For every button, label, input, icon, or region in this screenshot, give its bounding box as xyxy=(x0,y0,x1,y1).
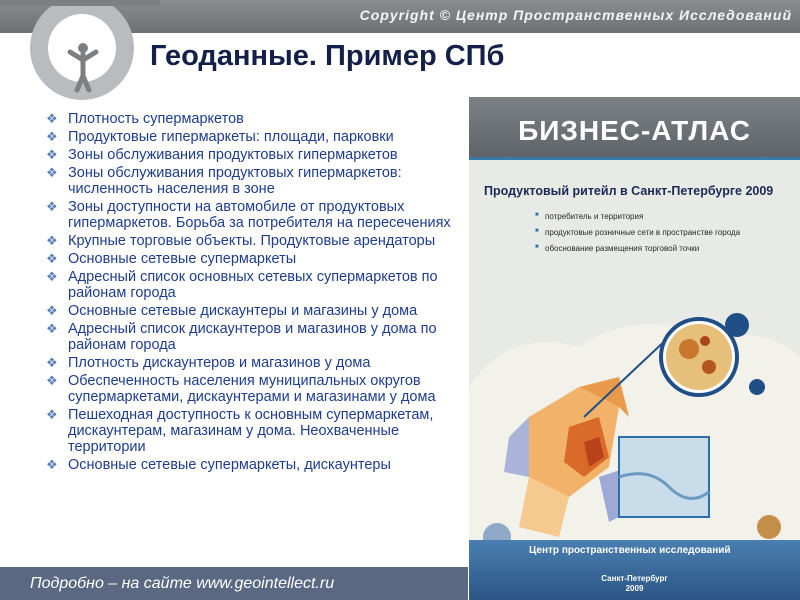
diamond-bullet-icon: ❖ xyxy=(46,165,58,180)
cover-organization: Центр пространственных исследований xyxy=(529,545,731,556)
footer-bar xyxy=(0,567,468,600)
diamond-bullet-icon: ❖ xyxy=(46,147,58,162)
cover-topic: ■ продуктовые розничные сети в пространстве города xyxy=(535,228,740,237)
diamond-bullet-icon: ❖ xyxy=(46,303,58,318)
diamond-bullet-icon: ❖ xyxy=(46,129,58,144)
list-item: ❖ Продуктовые гипермаркеты: площади, парковки xyxy=(46,129,394,145)
list-item: ❖ Зоны обслуживания продуктовых гипермаркетов: численность населения в зоне xyxy=(46,165,402,197)
cover-year: 2009 xyxy=(625,584,644,593)
diamond-bullet-icon: ❖ xyxy=(46,111,58,126)
diamond-bullet-icon: ❖ xyxy=(46,199,58,214)
diamond-bullet-icon: ❖ xyxy=(46,233,58,248)
diamond-bullet-icon: ❖ xyxy=(46,251,58,266)
diamond-bullet-icon: ❖ xyxy=(46,407,58,422)
diamond-bullet-icon: ❖ xyxy=(46,355,58,370)
cover-header xyxy=(469,97,800,160)
list-item: ❖ Основные сетевые дискаунтеры и магазины у дома xyxy=(46,303,418,319)
list-item: ❖ Основные сетевые супермаркеты xyxy=(46,251,297,267)
bullet-list xyxy=(44,111,464,475)
cover-topic-list xyxy=(535,212,740,260)
cover-subtitle: Продуктовый ритейл в Санкт-Петербурге 2009 xyxy=(484,184,774,198)
diamond-bullet-icon: ❖ xyxy=(46,321,58,336)
list-item: ❖ Крупные торговые объекты. Продуктовые арендаторы xyxy=(46,233,436,249)
list-item: ❖ Плотность дискаунтеров и магазинов у дома xyxy=(46,355,371,371)
copyright-text: Copyright © Центр Пространственных Исследований xyxy=(359,7,792,23)
list-item: ❖ Адресный список дискаунтеров и магазинов у дома по районам города xyxy=(46,321,437,353)
footer-link-text: Подробно – на сайте www.geointellect.ru xyxy=(30,575,335,592)
atlas-cover-image xyxy=(469,97,800,600)
cover-title: БИЗНЕС-АТЛАС xyxy=(518,115,751,146)
cover-topic: ■ потребитель и территория xyxy=(535,212,740,221)
city-map-illustration xyxy=(469,267,800,567)
list-item: ❖ Зоны доступности на автомобиле от продуктовых гипермаркетов. Борьба за потребителя на пересечениях xyxy=(46,199,451,231)
diamond-bullet-icon: ❖ xyxy=(46,457,58,472)
list-item: ❖ Адресный список основных сетевых супермаркетов по районам города xyxy=(46,269,438,301)
page-title: Геоданные. Пример СПб xyxy=(150,40,505,72)
cover-topic: ■ обоснование размещения торговой точки xyxy=(535,244,740,253)
list-item: ❖ Зоны обслуживания продуктовых гипермаркетов xyxy=(46,147,398,163)
diamond-bullet-icon: ❖ xyxy=(46,373,58,388)
list-item: ❖ Пешеходная доступность к основным супермаркетам, дискаунтерам, магазинам у дома. Неохваченные территории xyxy=(46,407,434,455)
list-item: ❖ Основные сетевые супермаркеты, дискаунтеры xyxy=(46,457,391,473)
list-item: ❖ Обеспеченность населения муниципальных округов супермаркетами, дискаунтерами и магазинами у дома xyxy=(46,373,436,405)
list-item: ❖ Плотность супермаркетов xyxy=(46,111,244,127)
cover-city: Санкт-Петербург xyxy=(601,574,668,583)
diamond-bullet-icon: ❖ xyxy=(46,269,58,284)
logo-icon xyxy=(0,0,160,110)
